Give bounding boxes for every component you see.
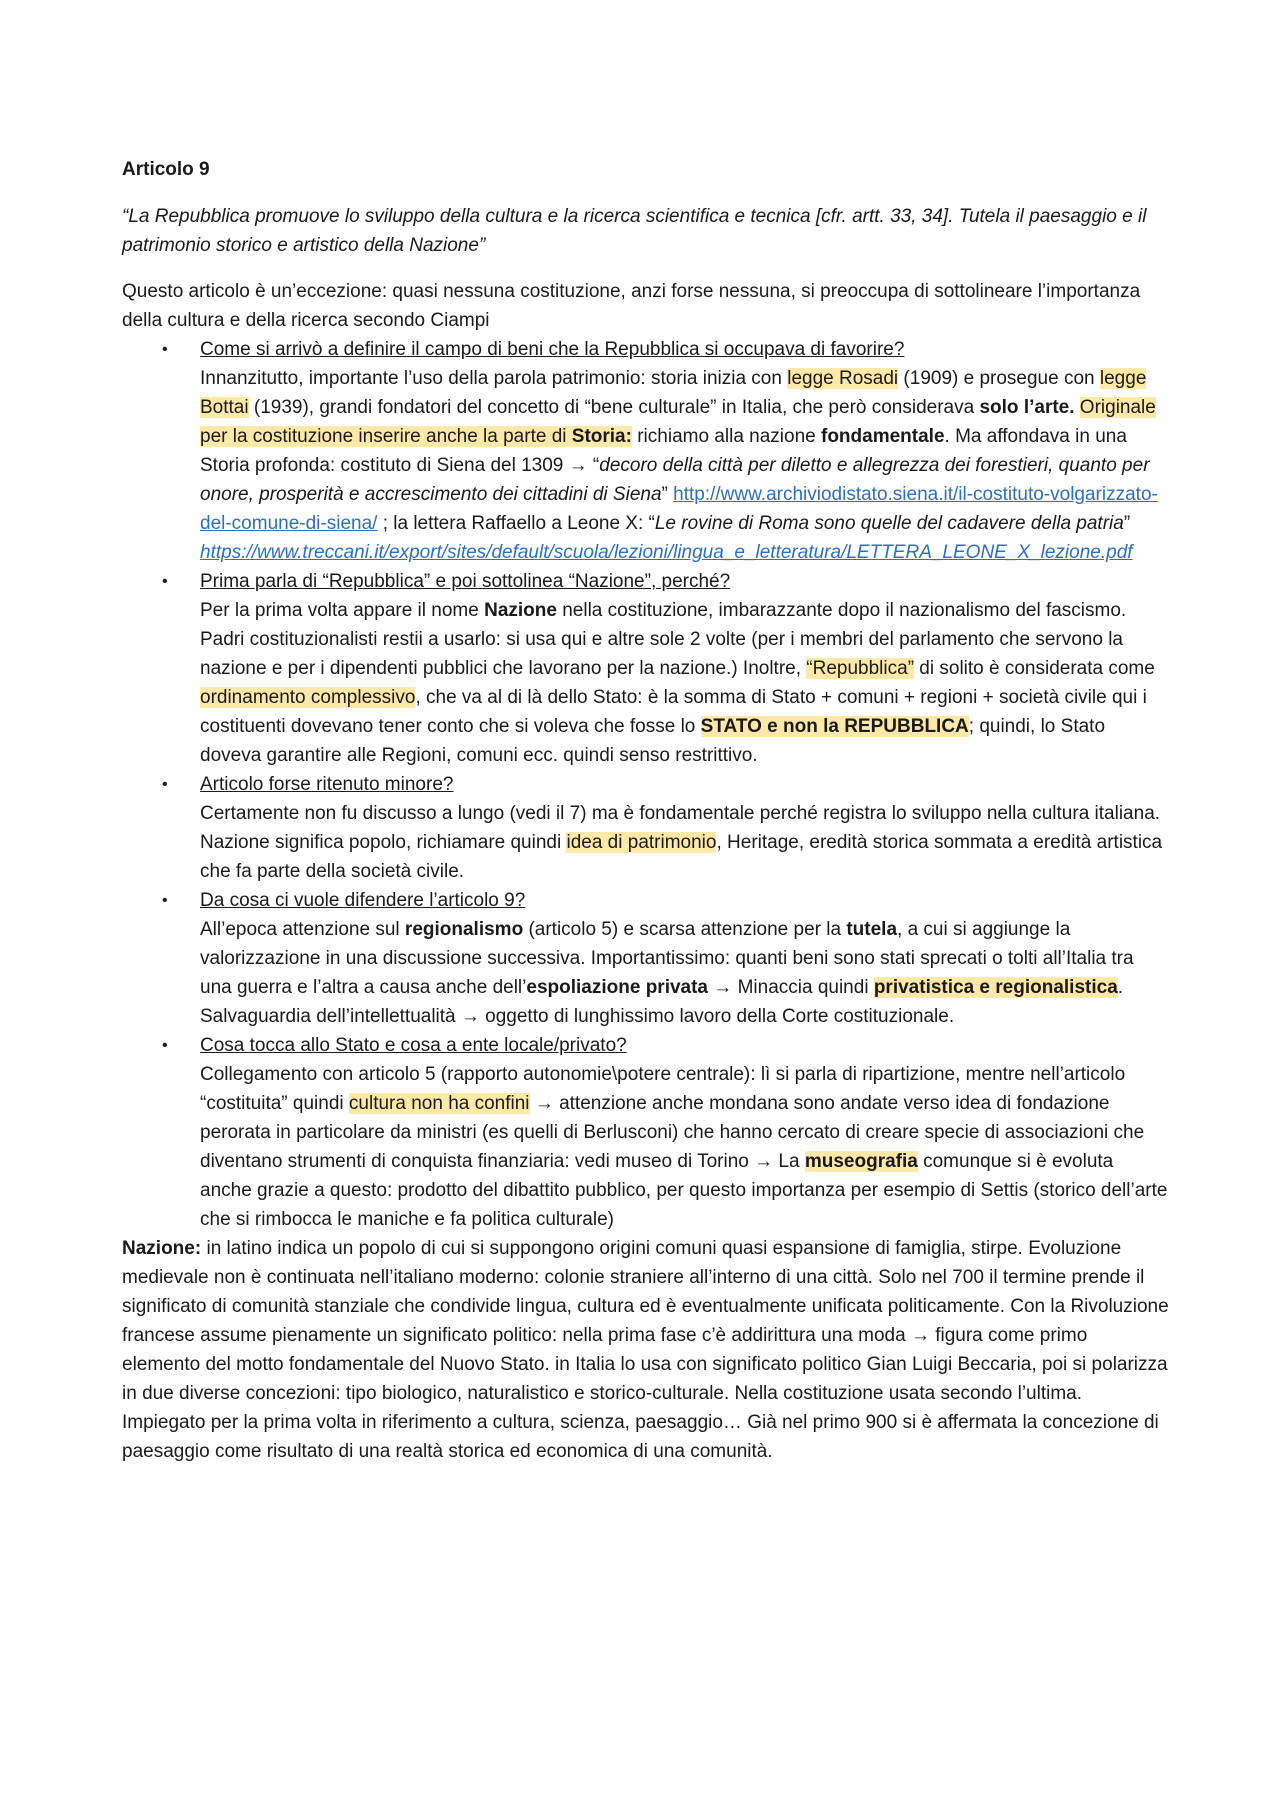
bullet-icon: • [162, 573, 168, 590]
highlighted-bold-text: museografia [804, 1151, 918, 1172]
answer-text: ” [661, 484, 674, 505]
arrow-icon: → [568, 455, 588, 476]
treccani-link[interactable]: https://www.treccani.it/export/sites/default/scuola/lezioni/lingua_e_letteratura/LETTERA_LEONE_X_lezione.pdf [200, 542, 1133, 563]
highlighted-bold-text: privatistica e regionalistica [873, 977, 1118, 998]
answer-text: , Heritage, eredità storica sommata a eredità artistica che fa parte della società civile. [200, 832, 1163, 882]
answer-text: Per la prima volta appare il nome [200, 600, 485, 621]
bold-text: tutela [846, 919, 898, 940]
answer-text: ” [1123, 513, 1131, 534]
bullet-icon: • [162, 776, 168, 793]
question-heading: Articolo forse ritenuto minore? [200, 774, 454, 795]
highlighted-text: legge Rosadi [787, 368, 899, 389]
answer-text: “ [587, 455, 600, 476]
answer-text: comunque si è evoluta anche grazie a questo: prodotto del dibattito pubblico, per questo importanza per esempio di Settis (storico dell’arte che si rimbocca le maniche e fa politica culturale) [200, 1151, 1168, 1230]
answer-text: Minaccia quindi [732, 977, 874, 998]
list-item [162, 335, 1170, 567]
answer-paragraph [200, 596, 1170, 770]
highlighted-bold-text: Storia: [571, 426, 632, 447]
answer-text: (1939), grandi fondatori del concetto di “bene culturale” in Italia, che però considerava [248, 397, 980, 418]
answer-text: ; la lettera Raffaello a Leone X: “ [377, 513, 655, 534]
answer-text: attenzione anche mondana sono andate verso idea di fondazione perorata in particolare da ministri (es quelli di Berlusconi) che hanno cercato di creare specie di associazioni che diventano strumenti di conquista finanziaria: vedi museo di Torino [200, 1093, 1145, 1172]
answer-text: La [773, 1151, 805, 1172]
answer-text: di solito è considerata come [914, 658, 1155, 679]
answer-text: , a cui si aggiunge la valorizzazione in una discussione successiva. Importantissimo: quanti beni sono stati sprecati o tolti all’Italia tra una guerra e l’altra a causa anche dell’ [200, 919, 1134, 998]
article-quote: “La Repubblica promuove lo sviluppo della cultura e la ricerca scientifica e tecnica [cfr. artt. 33, 34]. Tutela il paesaggio e il patrimonio storico e artistico della Nazione” [122, 206, 1147, 256]
answer-text: (articolo 5) e scarsa attenzione per la [523, 919, 847, 940]
answer-text: (1909) e prosegue con [898, 368, 1100, 389]
list-item [162, 770, 1170, 886]
answer-text: nella costituzione, imbarazzante dopo il nazionalismo del fascismo. Padri costituzionalisti restii a usarlo: si usa qui e altre sole 2 volte (per i membri del parlamento che servono la nazione e per i dipendenti pubblici che lavorano per la nazione.) Inoltre, [200, 600, 1127, 679]
bold-text: fondamentale [821, 426, 945, 447]
answer-text: Certamente non fu discusso a lungo (vedi il 7) ma è fondamentale perché registra lo sviluppo nella cultura italiana. Nazione significa popolo, richiamare quindi [200, 803, 1161, 853]
arrow-icon: → [910, 1325, 930, 1346]
bold-text: regionalismo [404, 919, 524, 940]
answer-text [1075, 397, 1080, 418]
highlighted-text: legge Bottai [200, 368, 1147, 418]
paragraph-text: figura come primo elemento del motto fondamentale del Nuovo Stato. in Italia lo usa con significato politico Gian Luigi Beccaria, poi si polarizza in due diverse concezioni: tipo biologico, naturalistico e storico-culturale. Nella costituzione usata secondo l’ultima. Impiegato per la prima volta in riferimento a cultura, scienza, paesaggio… Già nel primo 900 si è affermata la concezione di paesaggio come risultato di una realtà storica ed economica di una comunità. [122, 1325, 1168, 1462]
highlighted-text: “Repubblica” [806, 658, 915, 679]
highlighted-text: Originale per la costituzione inserire anche la parte di [200, 397, 1156, 447]
answer-paragraph [200, 1060, 1170, 1234]
italic-citation: Le rovine di Roma sono quelle del cadavere della patria [654, 513, 1124, 534]
paragraph-text: in latino indica un popolo di cui si suppongono origini comuni quasi espansione di famiglia, stirpe. Evoluzione medievale non è continuata nell’italiano moderno: colonie straniere all’interno di una città. Solo nel 700 il termine prende il significato di comunità stanziale che condivide lingua, cultura ed è eventualmente unificata politicamente. Con la Rivoluzione francese assume pienamente un significato politico: nella prima fase c’è addirittura una moda [122, 1238, 1169, 1346]
bold-text: Nazione: [122, 1238, 202, 1259]
bold-text: espoliazione privata [526, 977, 709, 998]
question-heading: Da cosa ci vuole difendere l’articolo 9? [200, 890, 526, 911]
bullet-icon: • [162, 1037, 168, 1054]
bullet-icon: • [162, 341, 168, 358]
answer-paragraph [200, 364, 1170, 567]
highlighted-text: cultura non ha confini [348, 1093, 530, 1114]
answer-text: All’epoca attenzione sul [200, 919, 405, 940]
question-list [122, 335, 1170, 1234]
answer-text: , che va al di là dello Stato: è la somma di Stato + comuni + regioni + società civile qui i costituenti dovevano tener conto che si voleva che fosse lo [200, 687, 1147, 737]
answer-text: Innanzitutto, importante l’uso della parola patrimonio: storia inizia con [200, 368, 788, 389]
nazione-paragraph [122, 1234, 1170, 1466]
highlighted-text: ordinamento complessivo [200, 687, 416, 708]
italic-citation: decoro della città per diletto e allegrezza dei forestieri, quanto per onore, prosperità e accrescimento dei cittadini di Siena [200, 455, 1150, 505]
answer-text: . Ma affondava in una Storia profonda: costituto di Siena del 1309 [200, 426, 1127, 476]
answer-paragraph [200, 799, 1170, 886]
question-heading: Cosa tocca allo Stato e cosa a ente locale/privato? [200, 1035, 627, 1056]
bold-text: solo l’arte. [979, 397, 1075, 418]
list-item [162, 886, 1170, 1031]
highlighted-text: idea di patrimonio [566, 832, 717, 853]
arrow-icon: → [534, 1093, 554, 1114]
list-item [162, 567, 1170, 770]
list-item [162, 1031, 1170, 1234]
arrow-icon: → [754, 1151, 774, 1172]
bold-text: Nazione [484, 600, 557, 621]
answer-text: . Salvaguardia dell’intellettualità [200, 977, 1124, 1027]
archive-siena-link[interactable]: http://www.archiviodistato.siena.it/il-costituto-volgarizzato-del-comune-di-siena/ [200, 484, 1158, 534]
intro-paragraph: Questo articolo è un’eccezione: quasi nessuna costituzione, anzi forse nessuna, si preoccupa di sottolineare l’importanza della cultura e della ricerca secondo Ciampi [122, 281, 1141, 331]
bullet-icon: • [162, 892, 168, 909]
document-title: Articolo 9 [122, 159, 210, 180]
arrow-icon: → [460, 1006, 480, 1027]
answer-text: oggetto di lunghissimo lavoro della Corte costituzionale. [479, 1006, 955, 1027]
arrow-icon: → [713, 977, 733, 998]
highlighted-bold-text: STATO e non la REPUBBLICA [700, 716, 969, 737]
question-heading: Come si arrivò a definire il campo di beni che la Repubblica si occupava di favorire? [200, 339, 905, 360]
answer-text: Collegamento con articolo 5 (rapporto autonomie\potere centrale): lì si parla di ripartizione, mentre nell’articolo “costituita” quindi [200, 1064, 1126, 1114]
question-heading: Prima parla di “Repubblica” e poi sottolinea “Nazione”, perché? [200, 571, 731, 592]
answer-text: ; quindi, lo Stato doveva garantire alle Regioni, comuni ecc. quindi senso restrittivo. [200, 716, 1106, 766]
answer-paragraph [200, 915, 1170, 1031]
answer-text: richiamo alla nazione [631, 426, 821, 447]
